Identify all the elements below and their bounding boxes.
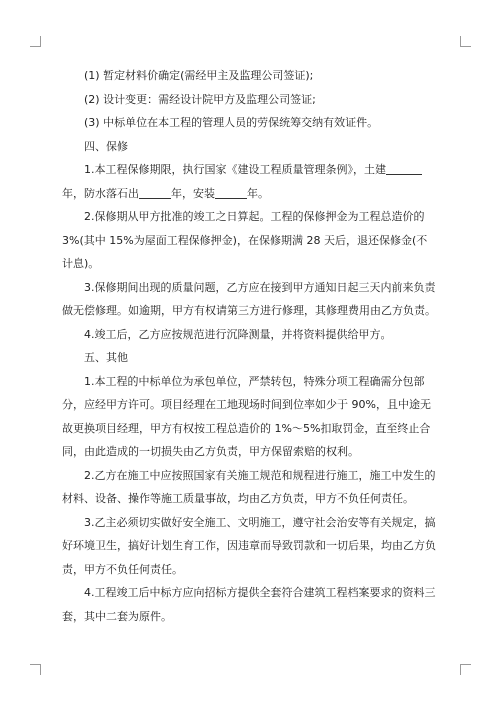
crop-mark-top-left [30,36,41,47]
paragraph-warranty-period [62,158,438,205]
paragraph-construction-standards: 2.乙方在施工中应按照国家有关施工规范和规程进行施工，施工中发生的材料、设备、操作等施工质量事故，均由乙方负责，甲方不负任何责任。 [62,468,436,505]
warranty-period-text: 1.本工程保修期限，执行国家《建设工程质量管理条例》，土建 [84,163,386,176]
paragraph-design-change: (2) 设计变更：需经设计院甲方及监理公司签证; [84,92,316,106]
paragraph-subcontract: 1.本工程的中标单位为承包单位，严禁转包，特殊分项工程确需分包部分，应经甲方许可。项目经理在工地现场时间到位率如少于 90%，且中途无故更换项目经理，甲方有权按工程总造价的 1%～5%扣取罚金，直至终止合同，由此造成的一切损失由乙方负责，甲方保留索赔的权利。 [62,374,431,458]
section-heading-other: 五、其他 [84,351,128,364]
warranty-year1-suffix: 年，防水落石出 [62,186,139,200]
paragraph-material-price: (1) 暂定材料价确定(需经甲主及监理公司签证); [84,69,314,82]
crop-mark-bottom-left [30,664,41,675]
blank-install-years [215,186,247,199]
paragraph-archives: 4.工程竣工后中标方应向招标方提供全套符合建筑工程档案要求的资料三套，其中二套为原件。 [62,586,436,623]
section-heading-warranty: 四、保修 [84,139,128,153]
paragraph-warranty-repair: 3.保修期间出现的质量问题，乙方应在接到甲方通知日起三天内前来负责做无偿修理。如逾期，甲方有权请第三方进行修理，其修理费用由乙方负责。 [62,280,436,317]
paragraph-labor-insurance: (3) 中标单位在本工程的管理人员的劳保统筹交纳有效证件。 [84,116,379,129]
paragraph-settlement-survey: 4.竣工后，乙方应按规范进行沉降测量，并将资料提供给甲方。 [84,327,392,341]
warranty-year2-suffix: 年，安装 [171,186,215,200]
paragraph-warranty-deposit: 2.保修期从甲方批准的竣工之日算起。工程的保修押金为工程总造价的 3%(其中 15%为屋面工程保修押金)，在保修期满 28 天后，退还保修金(不计息)。 [62,210,428,270]
crop-mark-bottom-right [460,664,471,675]
document-body [62,64,438,628]
blank-waterproof-years [139,186,171,199]
warranty-year3-suffix: 年。 [247,186,269,200]
crop-mark-top-right [460,36,471,47]
paragraph-safety: 3.乙主必须切实做好安全施工、文明施工，遵守社会治安等有关规定，搞好环境卫生，搞好计划生育工作，因违章而导致罚款和一切后果，均由乙方负责，甲方不负任何责任。 [62,515,436,576]
blank-civil-years [386,162,422,175]
